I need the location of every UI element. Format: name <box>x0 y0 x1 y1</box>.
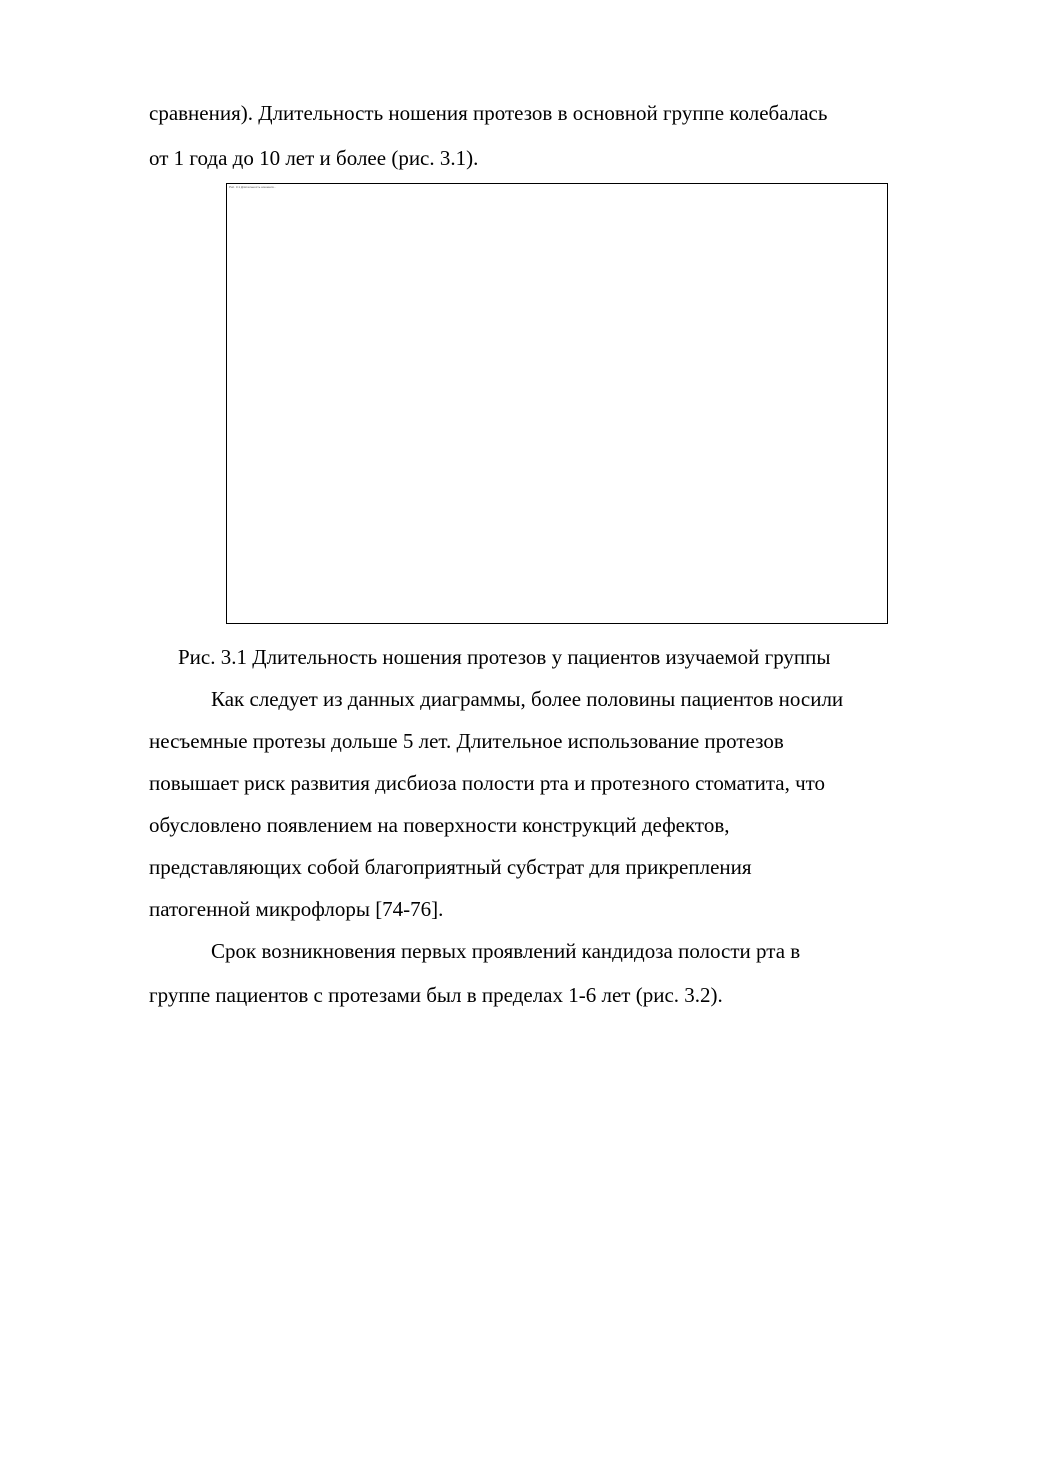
paragraph-line: представляющих собой благоприятный субстрат для прикрепления <box>149 855 752 879</box>
paragraph-line: несъемные протезы дольше 5 лет. Длительное использование протезов <box>149 729 784 753</box>
paragraph-line: патогенной микрофлоры [74-76]. <box>149 897 444 921</box>
paragraph-line: Как следует из данных диаграммы, более половины пациентов носили <box>211 687 844 711</box>
paragraph-line: обусловлено появлением на поверхности конструкций дефектов, <box>149 813 730 837</box>
figure-caption: Рис. 3.1 Длительность ношения протезов у пациентов изучаемой группы <box>178 645 831 669</box>
paragraph-line: от 1 года до 10 лет и более (рис. 3.1). <box>149 146 479 170</box>
paragraph-line: группе пациентов с протезами был в пределах 1-6 лет (рис. 3.2). <box>149 983 723 1007</box>
figure-image-placeholder <box>226 183 888 624</box>
paragraph-line: повышает риск развития дисбиоза полости рта и протезного стоматита, что <box>149 771 826 795</box>
paragraph-line: сравнения). Длительность ношения протезов в основной группе колебалась <box>149 101 828 125</box>
paragraph-line: Срок возникновения первых проявлений кандидоза полости рта в <box>211 939 801 963</box>
broken-image-label: Рис. 3.1 Длительность ношения... <box>229 185 276 189</box>
